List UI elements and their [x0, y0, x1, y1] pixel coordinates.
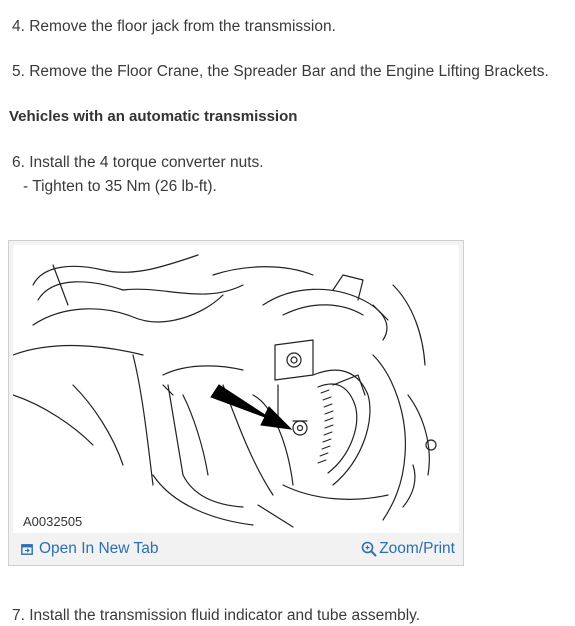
step-4: 4. Remove the floor jack from the transmission.	[12, 18, 336, 35]
magnifier-icon	[361, 541, 377, 557]
figure-illustration[interactable]	[13, 245, 459, 533]
external-window-icon	[21, 544, 33, 555]
torque-converter-illustration	[13, 245, 459, 533]
open-in-new-tab-label: Open In New Tab	[39, 540, 159, 557]
figure-id: A0032505	[23, 514, 83, 529]
pointer-arrow	[211, 385, 291, 429]
section-heading: Vehicles with an automatic transmission	[9, 108, 298, 125]
step-6-substep: - Tighten to 35 Nm (26 lb-ft).	[23, 178, 217, 195]
zoom-print-label: Zoom/Print	[379, 540, 455, 557]
open-in-new-tab-link[interactable]	[21, 540, 158, 558]
step-6: 6. Install the 4 torque converter nuts.	[12, 154, 264, 171]
step-7-partial: 7. Install the transmission fluid indicator and tube assembly.	[12, 607, 421, 624]
figure-container	[8, 240, 464, 566]
zoom-print-link[interactable]	[361, 540, 455, 558]
step-5: 5. Remove the Floor Crane, the Spreader Bar and the Engine Lifting Brackets.	[12, 63, 549, 80]
figure-toolbar	[9, 536, 463, 564]
